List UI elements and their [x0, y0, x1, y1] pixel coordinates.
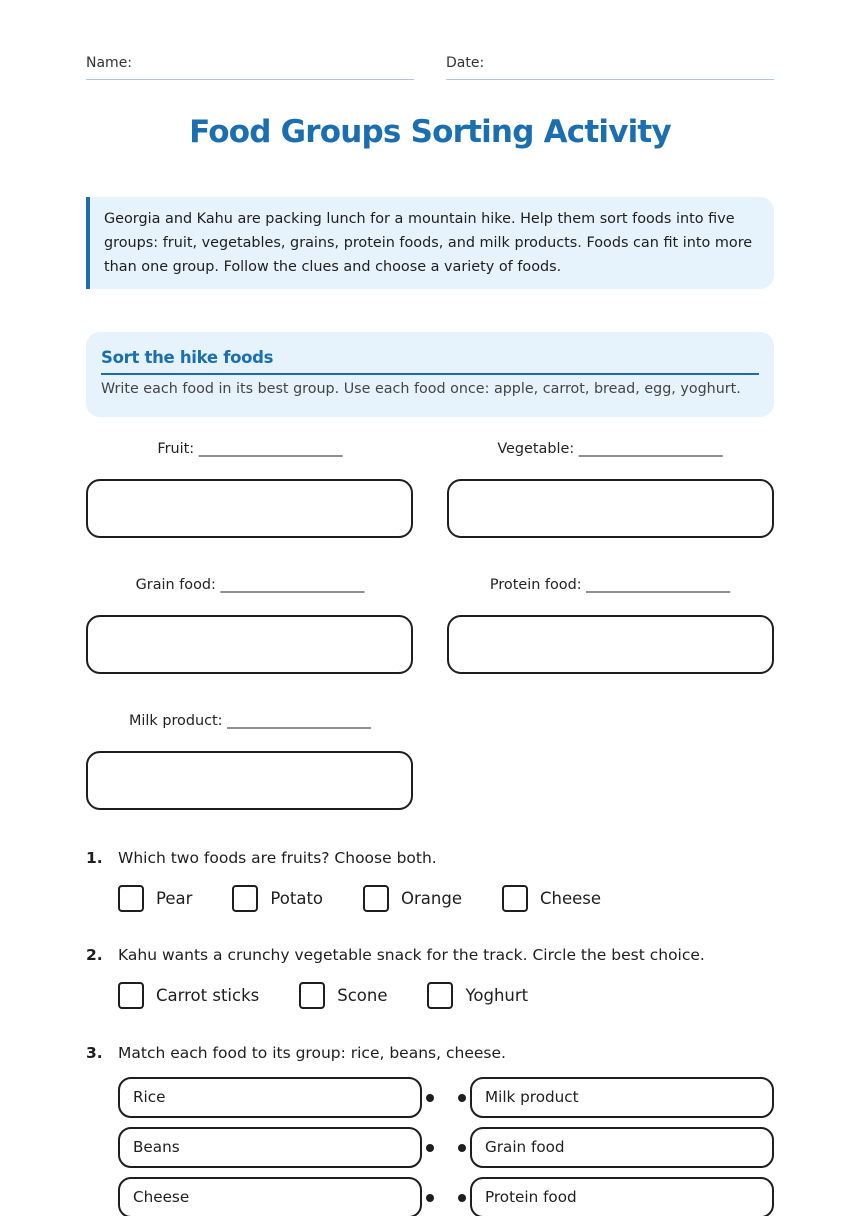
option-label: Cheese: [540, 889, 602, 908]
match-target-grain-food[interactable]: Grain food: [470, 1127, 774, 1168]
group-box-protein[interactable]: [447, 615, 774, 674]
question-number: 2.: [86, 946, 103, 964]
name-field[interactable]: [86, 54, 414, 80]
option-pear[interactable]: [118, 885, 192, 912]
match-dot-right[interactable]: [458, 1094, 466, 1102]
sort-section-header: [86, 332, 774, 417]
section-title: Sort the hike foods: [101, 348, 759, 375]
checkbox[interactable]: [427, 982, 453, 1009]
group-label-milk: Milk product: ____________________: [129, 713, 371, 729]
group-label-grain: Grain food: ____________________: [135, 577, 365, 593]
checkbox[interactable]: [299, 982, 325, 1009]
option-label: Carrot sticks: [156, 986, 260, 1005]
options: [118, 982, 568, 1010]
question-text: Which two foods are fruits? Choose both.: [118, 849, 437, 867]
match-dot-left[interactable]: [426, 1194, 434, 1202]
option-cheese[interactable]: [502, 885, 601, 912]
match-item-rice[interactable]: Rice: [118, 1077, 422, 1118]
question-text: Match each food to its group: rice, beans, cheese.: [118, 1044, 506, 1062]
match-item-beans[interactable]: Beans: [118, 1127, 422, 1168]
date-field[interactable]: [446, 54, 774, 80]
page-title: Food Groups Sorting Activity: [189, 114, 671, 150]
match-dot-left[interactable]: [426, 1144, 434, 1152]
checkbox[interactable]: [118, 982, 144, 1009]
option-label: Potato: [270, 889, 324, 908]
match-dot-right[interactable]: [458, 1144, 466, 1152]
option-label: Scone: [337, 986, 388, 1005]
group-box-vegetable[interactable]: [447, 479, 774, 538]
match-target-milk-product[interactable]: Milk product: [470, 1077, 774, 1118]
date-label: Date:: [446, 55, 485, 71]
group-label-protein: Protein food: ____________________: [489, 577, 731, 593]
group-label-fruit: Fruit: ____________________: [157, 441, 343, 457]
option-carrot-sticks[interactable]: [118, 982, 259, 1009]
question-3: [86, 1044, 774, 1074]
option-label: Yoghurt: [465, 986, 529, 1005]
question-number: 1.: [86, 849, 103, 867]
option-potato[interactable]: [232, 885, 323, 912]
name-label: Name:: [86, 55, 133, 71]
checkbox[interactable]: [502, 885, 528, 912]
match-item-cheese[interactable]: Cheese: [118, 1177, 422, 1216]
header: [86, 54, 774, 80]
question-text: Kahu wants a crunchy vegetable snack for the track. Circle the best choice.: [118, 946, 705, 964]
option-scone[interactable]: [299, 982, 387, 1009]
options: [118, 885, 641, 913]
match-dot-right[interactable]: [458, 1194, 466, 1202]
section-instruction: Write each food in its best group. Use each food once: apple, carrot, bread, egg, yoghurt.: [101, 381, 741, 397]
checkbox[interactable]: [232, 885, 258, 912]
question-2: [86, 946, 774, 1016]
group-box-milk[interactable]: [86, 751, 413, 810]
option-yoghurt[interactable]: [427, 982, 528, 1009]
group-box-fruit[interactable]: [86, 479, 413, 538]
intro-box: Georgia and Kahu are packing lunch for a mountain hike. Help them sort foods into five groups: fruit, vegetables, grains, protein foods, and milk products. Foods can fit into more than one group. Follow the clues and choose a variety of foods.: [86, 197, 774, 289]
group-label-vegetable: Vegetable: ____________________: [497, 441, 723, 457]
option-label: Pear: [156, 889, 193, 908]
checkbox[interactable]: [363, 885, 389, 912]
checkbox[interactable]: [118, 885, 144, 912]
match-dot-left[interactable]: [426, 1094, 434, 1102]
question-number: 3.: [86, 1044, 103, 1062]
option-label: Orange: [401, 889, 462, 908]
option-orange[interactable]: [363, 885, 462, 912]
match-target-protein-food[interactable]: Protein food: [470, 1177, 774, 1216]
question-1: [86, 849, 774, 919]
group-box-grain[interactable]: [86, 615, 413, 674]
